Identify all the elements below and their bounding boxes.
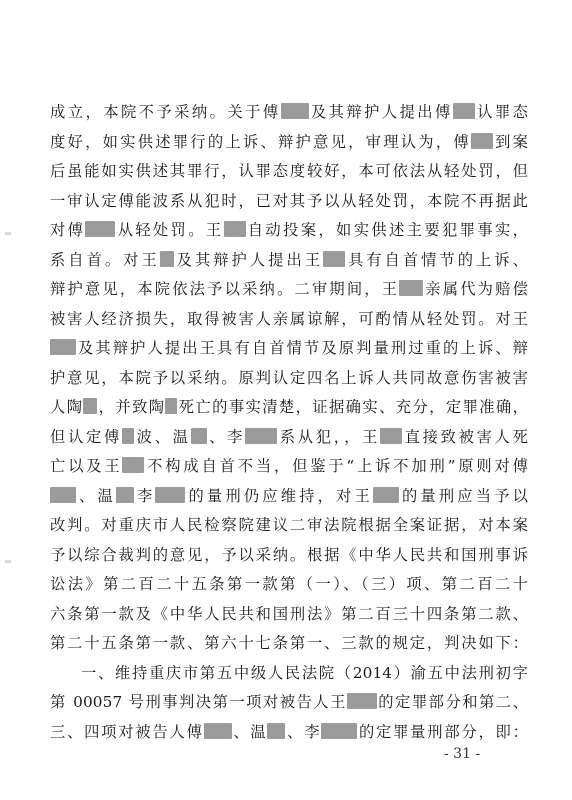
text-segment: 及其辩护人提出王具有自首情节及原判量刑过重的上诉、辩 — [76, 339, 528, 357]
text-segment: 系从犯，，王 — [277, 427, 381, 446]
text-segment: 成立，本院不予采纳。关于傅 — [50, 103, 281, 121]
text-segment: 对傅 — [50, 221, 86, 239]
text-segment: 护意见，本院予以采纳。原判认定四名上诉人共同故意伤害被害 — [50, 368, 528, 387]
text-segment: 具有自首情节的上诉、 — [345, 250, 528, 269]
text-segment: 的量刑应当予以 — [398, 486, 528, 505]
redaction-block — [122, 457, 144, 473]
redaction-block — [85, 221, 115, 237]
binder-hole-mark — [5, 232, 11, 235]
text-segment: 的定罪量刑部分，即： — [357, 722, 529, 741]
text-segment: 、温 — [231, 722, 268, 741]
text-line — [50, 128, 528, 158]
redaction-block — [83, 398, 97, 414]
text-line — [50, 452, 528, 482]
text-segment: 、李 — [206, 427, 246, 446]
text-segment: 人陶 — [50, 398, 84, 416]
redaction-block — [399, 280, 423, 296]
text-segment: 被害人经济损失，取得被害人亲属谅解，可酌情从轻处罚。对王 — [50, 309, 528, 328]
text-line — [50, 688, 528, 718]
redaction-block — [380, 428, 402, 444]
text-segment: 三、四项对被告人傅 — [50, 722, 204, 741]
redaction-block — [373, 487, 399, 503]
text-segment: 到案 — [492, 132, 528, 151]
text-line — [50, 246, 528, 276]
text-line — [50, 511, 528, 541]
text-segment: 直接致被害人死 — [402, 427, 529, 446]
redaction-block — [160, 251, 174, 267]
redaction-block — [245, 428, 277, 444]
text-segment: 但认定傅 — [50, 427, 122, 446]
text-segment: 亡以及王 — [50, 457, 123, 475]
text-line — [50, 275, 528, 305]
redaction-block — [471, 133, 493, 149]
text-segment: 从轻处罚。王 — [115, 221, 224, 239]
text-segment: 一审认定傅能波系从犯时，已对其予以从轻处罚，本院不再据此 — [50, 191, 528, 210]
redaction-block — [116, 487, 134, 503]
text-line — [50, 541, 528, 571]
text-segment: 六条第一款及《中华人民共和国刑法》第二百三十四条第二款、 — [50, 604, 528, 623]
text-segment: 及其辩护人提出王 — [173, 250, 324, 269]
text-segment: 讼法》第二百二十五条第一款第（一）、（三）项、第二百二十 — [50, 575, 528, 593]
redaction-block — [204, 723, 232, 739]
text-segment: ，并致陶 — [97, 398, 166, 416]
redaction-block — [191, 428, 207, 444]
text-segment: 、李 — [285, 722, 322, 741]
text-line — [50, 629, 528, 659]
text-line — [50, 216, 528, 246]
text-segment: 及其辩护人提出傅 — [308, 103, 453, 121]
redaction-block — [453, 103, 475, 119]
text-segment: 一、维持重庆市第五中级人民法院（2014）渝五中法刑初字 — [81, 663, 528, 682]
text-segment: 度好，如实供述罪行的上诉、辩护意见，审理认为，傅 — [50, 132, 471, 151]
text-line — [50, 187, 528, 217]
text-segment: 李 — [133, 486, 156, 505]
text-segment: 第二十五条第一款、第六十七条第一、三款的规定，判决如下： — [50, 634, 528, 652]
text-segment: 的量刑仍应维持，对王 — [185, 486, 373, 505]
redaction-block — [122, 428, 134, 444]
page-number: - 31 - — [444, 746, 481, 762]
redaction-block — [155, 487, 185, 503]
text-line — [50, 393, 528, 423]
text-line — [50, 157, 528, 187]
redaction-block — [267, 723, 285, 739]
binder-hole-mark — [5, 560, 11, 563]
text-line — [50, 364, 528, 394]
text-line — [50, 659, 528, 689]
redaction-block — [50, 487, 76, 503]
text-segment: 系自首。对王 — [50, 250, 160, 269]
text-segment: 亲属代为赔偿 — [423, 280, 528, 298]
text-segment: 第 00057 号刑事判决第一项对被告人王 — [50, 693, 347, 711]
text-line — [50, 482, 528, 512]
redaction-block — [323, 251, 345, 267]
redaction-block — [50, 339, 76, 355]
text-line — [50, 98, 528, 128]
text-segment: 波、温 — [133, 427, 191, 446]
text-segment: 、温 — [76, 486, 116, 505]
text-segment: 后虽能如实供述其罪行，认罪态度较好，本可依法从轻处罚，但 — [50, 162, 528, 180]
text-line — [50, 718, 528, 748]
redaction-block — [347, 693, 377, 709]
text-segment: 的定罪部分和第二、 — [376, 693, 528, 711]
text-line — [50, 423, 528, 453]
text-segment: 不构成自首不当，但鉴于“上诉不加刑”原则对傅 — [144, 457, 528, 475]
redaction-block — [321, 723, 357, 739]
text-segment: 死亡的事实清楚，证据确实、充分，定罪准确， — [177, 398, 529, 416]
text-line — [50, 570, 528, 600]
judgment-body-text — [50, 98, 528, 747]
text-line — [50, 600, 528, 630]
text-segment: 辩护意见，本院依法予以采纳。二审期间，王 — [50, 280, 400, 298]
redaction-block — [165, 398, 177, 414]
text-segment: 认罪态 — [474, 103, 528, 121]
text-line — [50, 305, 528, 335]
redaction-block — [281, 103, 309, 119]
redaction-block — [224, 221, 246, 237]
text-segment: 自动投案，如实供述主要犯罪事实， — [245, 221, 528, 239]
text-line — [50, 334, 528, 364]
text-segment: 改判。对重庆市人民检察院建议二审法院根据全案证据，对本案 — [50, 516, 528, 534]
text-segment: 予以综合裁判的意见，予以采纳。根据《中华人民共和国刑事诉 — [50, 545, 528, 564]
